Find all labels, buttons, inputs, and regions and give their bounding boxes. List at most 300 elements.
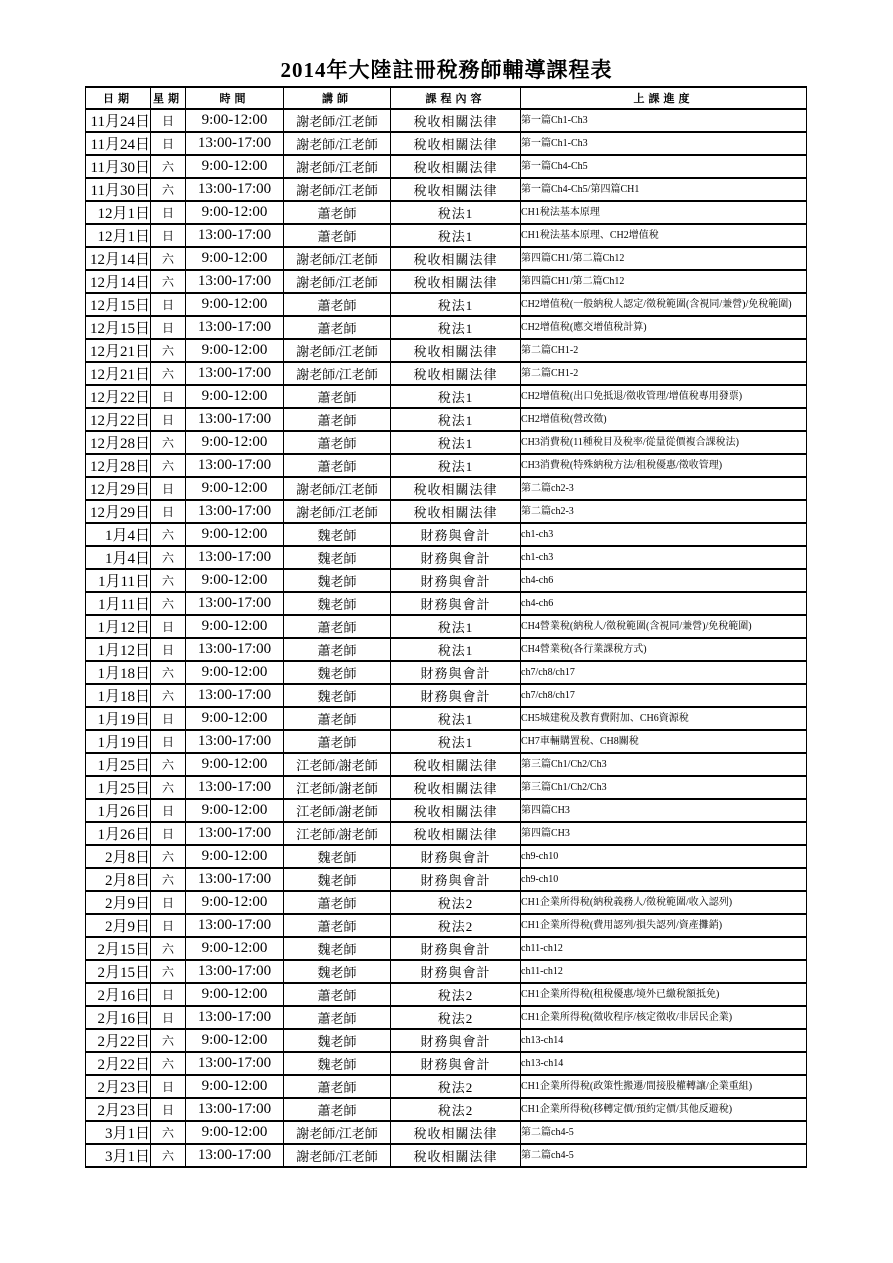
table-row — [86, 569, 807, 592]
table-row — [86, 454, 807, 477]
table-row — [86, 224, 807, 247]
weekday-cell: 日 — [151, 477, 186, 500]
lecturer-cell: 魏老師 — [284, 569, 391, 592]
table-row — [86, 477, 807, 500]
time-cell: 13:00-17:00 — [186, 224, 284, 247]
table-row — [86, 592, 807, 615]
table-row — [86, 684, 807, 707]
weekday-cell: 六 — [151, 178, 186, 201]
date-cell: 12月22日 — [86, 408, 151, 431]
table-row — [86, 1098, 807, 1121]
course-schedule-table — [85, 86, 807, 1168]
course-cell: 稅收相關法律 — [391, 776, 521, 799]
course-cell: 稅法1 — [391, 615, 521, 638]
weekday-cell: 六 — [151, 569, 186, 592]
weekday-cell: 日 — [151, 316, 186, 339]
time-cell: 9:00-12:00 — [186, 431, 284, 454]
lecturer-cell: 蕭老師 — [284, 983, 391, 1006]
date-cell: 11月24日 — [86, 109, 151, 132]
date-cell: 12月14日 — [86, 247, 151, 270]
course-cell: 稅收相關法律 — [391, 109, 521, 132]
progress-cell: ch13-ch14 — [521, 1052, 807, 1075]
date-cell: 1月25日 — [86, 776, 151, 799]
course-cell: 稅收相關法律 — [391, 178, 521, 201]
date-cell: 1月19日 — [86, 730, 151, 753]
weekday-cell: 六 — [151, 1052, 186, 1075]
course-cell: 財務與會計 — [391, 1052, 521, 1075]
time-cell: 13:00-17:00 — [186, 408, 284, 431]
weekday-cell: 六 — [151, 937, 186, 960]
time-cell: 13:00-17:00 — [186, 316, 284, 339]
course-cell: 稅法1 — [391, 707, 521, 730]
progress-cell: ch13-ch14 — [521, 1029, 807, 1052]
date-cell: 12月29日 — [86, 477, 151, 500]
table-row — [86, 293, 807, 316]
table-row — [86, 960, 807, 983]
weekday-cell: 日 — [151, 109, 186, 132]
date-cell: 12月29日 — [86, 500, 151, 523]
time-cell: 13:00-17:00 — [186, 1006, 284, 1029]
weekday-cell: 日 — [151, 201, 186, 224]
time-cell: 13:00-17:00 — [186, 638, 284, 661]
time-cell: 9:00-12:00 — [186, 569, 284, 592]
progress-cell: ch1-ch3 — [521, 523, 807, 546]
date-cell: 11月30日 — [86, 178, 151, 201]
weekday-cell: 六 — [151, 592, 186, 615]
progress-cell: CH4營業稅(納稅人/徵稅範圍(含視同/兼營)/免稅範圍) — [521, 615, 807, 638]
weekday-cell: 日 — [151, 707, 186, 730]
weekday-cell: 六 — [151, 454, 186, 477]
time-cell: 13:00-17:00 — [186, 546, 284, 569]
weekday-cell: 六 — [151, 1029, 186, 1052]
progress-cell: 第一篇Ch4-Ch5 — [521, 155, 807, 178]
weekday-cell: 六 — [151, 1144, 186, 1167]
date-cell: 1月4日 — [86, 546, 151, 569]
weekday-cell: 六 — [151, 753, 186, 776]
date-cell: 3月1日 — [86, 1144, 151, 1167]
date-cell: 1月26日 — [86, 799, 151, 822]
progress-cell: ch9-ch10 — [521, 868, 807, 891]
time-cell: 9:00-12:00 — [186, 155, 284, 178]
progress-cell: CH7車輛購置稅、CH8關稅 — [521, 730, 807, 753]
lecturer-cell: 江老師/謝老師 — [284, 822, 391, 845]
course-cell: 財務與會計 — [391, 845, 521, 868]
course-cell: 稅收相關法律 — [391, 1144, 521, 1167]
weekday-cell: 日 — [151, 408, 186, 431]
date-cell: 12月15日 — [86, 316, 151, 339]
weekday-cell: 六 — [151, 868, 186, 891]
progress-cell: 第四篇CH1/第二篇Ch12 — [521, 270, 807, 293]
col-header-date: 日期 — [86, 87, 151, 109]
course-cell: 稅法2 — [391, 1075, 521, 1098]
time-cell: 9:00-12:00 — [186, 707, 284, 730]
time-cell: 9:00-12:00 — [186, 523, 284, 546]
time-cell: 13:00-17:00 — [186, 592, 284, 615]
weekday-cell: 六 — [151, 523, 186, 546]
course-cell: 稅法2 — [391, 1098, 521, 1121]
table-row — [86, 1052, 807, 1075]
date-cell: 2月15日 — [86, 937, 151, 960]
course-cell: 稅收相關法律 — [391, 270, 521, 293]
progress-cell: CH1企業所得稅(徵收程序/核定徵收/非居民企業) — [521, 1006, 807, 1029]
weekday-cell: 日 — [151, 500, 186, 523]
weekday-cell: 日 — [151, 730, 186, 753]
weekday-cell: 日 — [151, 822, 186, 845]
table-row — [86, 615, 807, 638]
lecturer-cell: 江老師/謝老師 — [284, 753, 391, 776]
progress-cell: 第二篇CH1-2 — [521, 362, 807, 385]
weekday-cell: 日 — [151, 1006, 186, 1029]
table-row — [86, 1006, 807, 1029]
time-cell: 13:00-17:00 — [186, 1098, 284, 1121]
weekday-cell: 六 — [151, 546, 186, 569]
table-row — [86, 385, 807, 408]
weekday-cell: 六 — [151, 339, 186, 362]
course-cell: 財務與會計 — [391, 523, 521, 546]
lecturer-cell: 蕭老師 — [284, 1075, 391, 1098]
time-cell: 9:00-12:00 — [186, 1075, 284, 1098]
weekday-cell: 日 — [151, 385, 186, 408]
col-header-progress: 上課進度 — [521, 87, 807, 109]
progress-cell: ch9-ch10 — [521, 845, 807, 868]
lecturer-cell: 蕭老師 — [284, 730, 391, 753]
course-cell: 稅法2 — [391, 891, 521, 914]
date-cell: 12月22日 — [86, 385, 151, 408]
weekday-cell: 六 — [151, 661, 186, 684]
progress-cell: CH2增值稅(營改徵) — [521, 408, 807, 431]
course-cell: 稅收相關法律 — [391, 247, 521, 270]
table-row — [86, 661, 807, 684]
table-row — [86, 316, 807, 339]
time-cell: 13:00-17:00 — [186, 178, 284, 201]
date-cell: 2月15日 — [86, 960, 151, 983]
time-cell: 13:00-17:00 — [186, 868, 284, 891]
course-cell: 稅收相關法律 — [391, 339, 521, 362]
lecturer-cell: 謝老師/江老師 — [284, 362, 391, 385]
course-cell: 稅法1 — [391, 431, 521, 454]
lecturer-cell: 蕭老師 — [284, 914, 391, 937]
table-row — [86, 339, 807, 362]
weekday-cell: 日 — [151, 615, 186, 638]
date-cell: 2月22日 — [86, 1029, 151, 1052]
course-cell: 稅收相關法律 — [391, 132, 521, 155]
weekday-cell: 日 — [151, 983, 186, 1006]
time-cell: 13:00-17:00 — [186, 914, 284, 937]
time-cell: 13:00-17:00 — [186, 960, 284, 983]
weekday-cell: 日 — [151, 914, 186, 937]
time-cell: 13:00-17:00 — [186, 822, 284, 845]
table-row — [86, 845, 807, 868]
weekday-cell: 日 — [151, 224, 186, 247]
lecturer-cell: 蕭老師 — [284, 1098, 391, 1121]
lecturer-cell: 謝老師/江老師 — [284, 178, 391, 201]
progress-cell: 第二篇ch2-3 — [521, 500, 807, 523]
progress-cell: CH1企業所得稅(移轉定價/預約定價/其他反避稅) — [521, 1098, 807, 1121]
progress-cell: 第三篇Ch1/Ch2/Ch3 — [521, 776, 807, 799]
course-cell: 財務與會計 — [391, 546, 521, 569]
table-row — [86, 822, 807, 845]
progress-cell: CH2增值稅(一般納稅人認定/徵稅範圍(含視同/兼營)/免稅範圍) — [521, 293, 807, 316]
date-cell: 11月30日 — [86, 155, 151, 178]
table-row — [86, 868, 807, 891]
table-row — [86, 1029, 807, 1052]
weekday-cell: 六 — [151, 684, 186, 707]
lecturer-cell: 謝老師/江老師 — [284, 339, 391, 362]
table-row — [86, 247, 807, 270]
course-cell: 財務與會計 — [391, 661, 521, 684]
date-cell: 1月12日 — [86, 638, 151, 661]
table-row — [86, 408, 807, 431]
course-cell: 財務與會計 — [391, 592, 521, 615]
col-header-weekday: 星期 — [151, 87, 186, 109]
col-header-time: 時間 — [186, 87, 284, 109]
lecturer-cell: 蕭老師 — [284, 201, 391, 224]
table-row — [86, 362, 807, 385]
date-cell: 12月1日 — [86, 224, 151, 247]
course-cell: 財務與會計 — [391, 684, 521, 707]
lecturer-cell: 江老師/謝老師 — [284, 799, 391, 822]
table-row — [86, 891, 807, 914]
weekday-cell: 日 — [151, 293, 186, 316]
lecturer-cell: 蕭老師 — [284, 293, 391, 316]
progress-cell: CH3消費稅(11種稅目及稅率/從量從價複合課稅法) — [521, 431, 807, 454]
course-cell: 稅法2 — [391, 914, 521, 937]
weekday-cell: 六 — [151, 362, 186, 385]
course-cell: 稅收相關法律 — [391, 799, 521, 822]
course-cell: 稅收相關法律 — [391, 500, 521, 523]
progress-cell: ch11-ch12 — [521, 960, 807, 983]
course-cell: 稅收相關法律 — [391, 477, 521, 500]
time-cell: 13:00-17:00 — [186, 500, 284, 523]
date-cell: 12月15日 — [86, 293, 151, 316]
progress-cell: ch4-ch6 — [521, 592, 807, 615]
table-row — [86, 546, 807, 569]
time-cell: 9:00-12:00 — [186, 891, 284, 914]
progress-cell: CH3消費稅(特殊納稅方法/租稅優惠/徵收管理) — [521, 454, 807, 477]
time-cell: 9:00-12:00 — [186, 247, 284, 270]
table-row — [86, 1144, 807, 1167]
weekday-cell: 日 — [151, 799, 186, 822]
table-row — [86, 730, 807, 753]
date-cell: 1月18日 — [86, 661, 151, 684]
table-row — [86, 707, 807, 730]
course-cell: 財務與會計 — [391, 960, 521, 983]
course-cell: 稅收相關法律 — [391, 362, 521, 385]
course-cell: 稅收相關法律 — [391, 822, 521, 845]
date-cell: 1月11日 — [86, 569, 151, 592]
progress-cell: CH4營業稅(各行業課稅方式) — [521, 638, 807, 661]
table-row — [86, 983, 807, 1006]
lecturer-cell: 魏老師 — [284, 523, 391, 546]
weekday-cell: 六 — [151, 247, 186, 270]
table-row — [86, 178, 807, 201]
progress-cell: CH1稅法基本原理 — [521, 201, 807, 224]
date-cell: 1月19日 — [86, 707, 151, 730]
course-cell: 稅法1 — [391, 201, 521, 224]
date-cell: 1月12日 — [86, 615, 151, 638]
table-row — [86, 109, 807, 132]
time-cell: 9:00-12:00 — [186, 339, 284, 362]
table-row — [86, 799, 807, 822]
lecturer-cell: 蕭老師 — [284, 431, 391, 454]
lecturer-cell: 謝老師/江老師 — [284, 132, 391, 155]
date-cell: 2月16日 — [86, 1006, 151, 1029]
course-cell: 稅法1 — [391, 408, 521, 431]
progress-cell: ch7/ch8/ch17 — [521, 684, 807, 707]
lecturer-cell: 蕭老師 — [284, 316, 391, 339]
course-cell: 稅法2 — [391, 1006, 521, 1029]
date-cell: 2月8日 — [86, 845, 151, 868]
weekday-cell: 日 — [151, 1075, 186, 1098]
progress-cell: 第四篇CH3 — [521, 822, 807, 845]
course-cell: 稅收相關法律 — [391, 753, 521, 776]
lecturer-cell: 魏老師 — [284, 1029, 391, 1052]
lecturer-cell: 蕭老師 — [284, 224, 391, 247]
progress-cell: 第四篇CH3 — [521, 799, 807, 822]
lecturer-cell: 蕭老師 — [284, 638, 391, 661]
time-cell: 9:00-12:00 — [186, 477, 284, 500]
date-cell: 3月1日 — [86, 1121, 151, 1144]
lecturer-cell: 蕭老師 — [284, 707, 391, 730]
weekday-cell: 日 — [151, 1098, 186, 1121]
progress-cell: 第三篇Ch1/Ch2/Ch3 — [521, 753, 807, 776]
lecturer-cell: 魏老師 — [284, 546, 391, 569]
course-cell: 稅法1 — [391, 224, 521, 247]
date-cell: 1月18日 — [86, 684, 151, 707]
lecturer-cell: 謝老師/江老師 — [284, 500, 391, 523]
lecturer-cell: 魏老師 — [284, 960, 391, 983]
course-cell: 財務與會計 — [391, 937, 521, 960]
date-cell: 2月9日 — [86, 891, 151, 914]
lecturer-cell: 蕭老師 — [284, 615, 391, 638]
course-cell: 稅收相關法律 — [391, 1121, 521, 1144]
course-cell: 稅法1 — [391, 454, 521, 477]
weekday-cell: 日 — [151, 638, 186, 661]
date-cell: 1月4日 — [86, 523, 151, 546]
table-row — [86, 753, 807, 776]
date-cell: 11月24日 — [86, 132, 151, 155]
time-cell: 9:00-12:00 — [186, 983, 284, 1006]
time-cell: 9:00-12:00 — [186, 799, 284, 822]
table-row — [86, 132, 807, 155]
progress-cell: 第四篇CH1/第二篇Ch12 — [521, 247, 807, 270]
date-cell: 2月16日 — [86, 983, 151, 1006]
lecturer-cell: 謝老師/江老師 — [284, 1144, 391, 1167]
lecturer-cell: 魏老師 — [284, 937, 391, 960]
date-cell: 2月23日 — [86, 1098, 151, 1121]
date-cell: 2月22日 — [86, 1052, 151, 1075]
time-cell: 9:00-12:00 — [186, 1121, 284, 1144]
lecturer-cell: 謝老師/江老師 — [284, 477, 391, 500]
weekday-cell: 六 — [151, 270, 186, 293]
time-cell: 9:00-12:00 — [186, 109, 284, 132]
weekday-cell: 六 — [151, 960, 186, 983]
progress-cell: CH2增值稅(出口免抵退/徵收管理/增值稅專用發票) — [521, 385, 807, 408]
course-cell: 稅法1 — [391, 730, 521, 753]
time-cell: 9:00-12:00 — [186, 293, 284, 316]
course-cell: 稅法2 — [391, 983, 521, 1006]
col-header-lecturer: 講師 — [284, 87, 391, 109]
lecturer-cell: 魏老師 — [284, 845, 391, 868]
table-row — [86, 270, 807, 293]
time-cell: 9:00-12:00 — [186, 937, 284, 960]
lecturer-cell: 蕭老師 — [284, 408, 391, 431]
date-cell: 12月21日 — [86, 339, 151, 362]
course-cell: 稅法1 — [391, 638, 521, 661]
date-cell: 1月11日 — [86, 592, 151, 615]
time-cell: 13:00-17:00 — [186, 454, 284, 477]
time-cell: 9:00-12:00 — [186, 615, 284, 638]
progress-cell: 第一篇Ch1-Ch3 — [521, 132, 807, 155]
table-row — [86, 638, 807, 661]
table-row — [86, 914, 807, 937]
course-cell: 稅法1 — [391, 385, 521, 408]
table-row — [86, 500, 807, 523]
progress-cell: ch1-ch3 — [521, 546, 807, 569]
time-cell: 9:00-12:00 — [186, 1029, 284, 1052]
time-cell: 9:00-12:00 — [186, 753, 284, 776]
progress-cell: 第二篇ch4-5 — [521, 1121, 807, 1144]
date-cell: 2月8日 — [86, 868, 151, 891]
progress-cell: 第一篇Ch1-Ch3 — [521, 109, 807, 132]
progress-cell: CH1企業所得稅(租稅優惠/境外已繳稅額抵免) — [521, 983, 807, 1006]
weekday-cell: 六 — [151, 776, 186, 799]
weekday-cell: 六 — [151, 845, 186, 868]
lecturer-cell: 江老師/謝老師 — [284, 776, 391, 799]
table-row — [86, 1075, 807, 1098]
weekday-cell: 日 — [151, 891, 186, 914]
progress-cell: CH5城建稅及教育費附加、CH6資源稅 — [521, 707, 807, 730]
progress-cell: 第二篇ch2-3 — [521, 477, 807, 500]
date-cell: 1月25日 — [86, 753, 151, 776]
time-cell: 9:00-12:00 — [186, 385, 284, 408]
date-cell: 12月14日 — [86, 270, 151, 293]
course-cell: 稅法1 — [391, 316, 521, 339]
progress-cell: CH1企業所得稅(政策性搬遷/間接股權轉讓/企業重組) — [521, 1075, 807, 1098]
course-cell: 財務與會計 — [391, 569, 521, 592]
table-row — [86, 1121, 807, 1144]
time-cell: 9:00-12:00 — [186, 661, 284, 684]
date-cell: 2月9日 — [86, 914, 151, 937]
table-row — [86, 431, 807, 454]
time-cell: 9:00-12:00 — [186, 845, 284, 868]
course-cell: 稅法1 — [391, 293, 521, 316]
col-header-course: 課程內容 — [391, 87, 521, 109]
progress-cell: 第二篇ch4-5 — [521, 1144, 807, 1167]
lecturer-cell: 蕭老師 — [284, 891, 391, 914]
date-cell: 1月26日 — [86, 822, 151, 845]
time-cell: 13:00-17:00 — [186, 776, 284, 799]
table-header-row — [86, 87, 807, 109]
progress-cell: 第二篇CH1-2 — [521, 339, 807, 362]
table-row — [86, 155, 807, 178]
progress-cell: ch7/ch8/ch17 — [521, 661, 807, 684]
date-cell: 12月28日 — [86, 454, 151, 477]
time-cell: 13:00-17:00 — [186, 730, 284, 753]
weekday-cell: 日 — [151, 132, 186, 155]
lecturer-cell: 謝老師/江老師 — [284, 247, 391, 270]
lecturer-cell: 謝老師/江老師 — [284, 1121, 391, 1144]
lecturer-cell: 謝老師/江老師 — [284, 109, 391, 132]
lecturer-cell: 魏老師 — [284, 868, 391, 891]
weekday-cell: 六 — [151, 1121, 186, 1144]
progress-cell: CH1稅法基本原理、CH2增值稅 — [521, 224, 807, 247]
course-cell: 稅收相關法律 — [391, 155, 521, 178]
lecturer-cell: 蕭老師 — [284, 454, 391, 477]
progress-cell: CH2增值稅(應交增值稅計算) — [521, 316, 807, 339]
lecturer-cell: 謝老師/江老師 — [284, 155, 391, 178]
weekday-cell: 六 — [151, 155, 186, 178]
